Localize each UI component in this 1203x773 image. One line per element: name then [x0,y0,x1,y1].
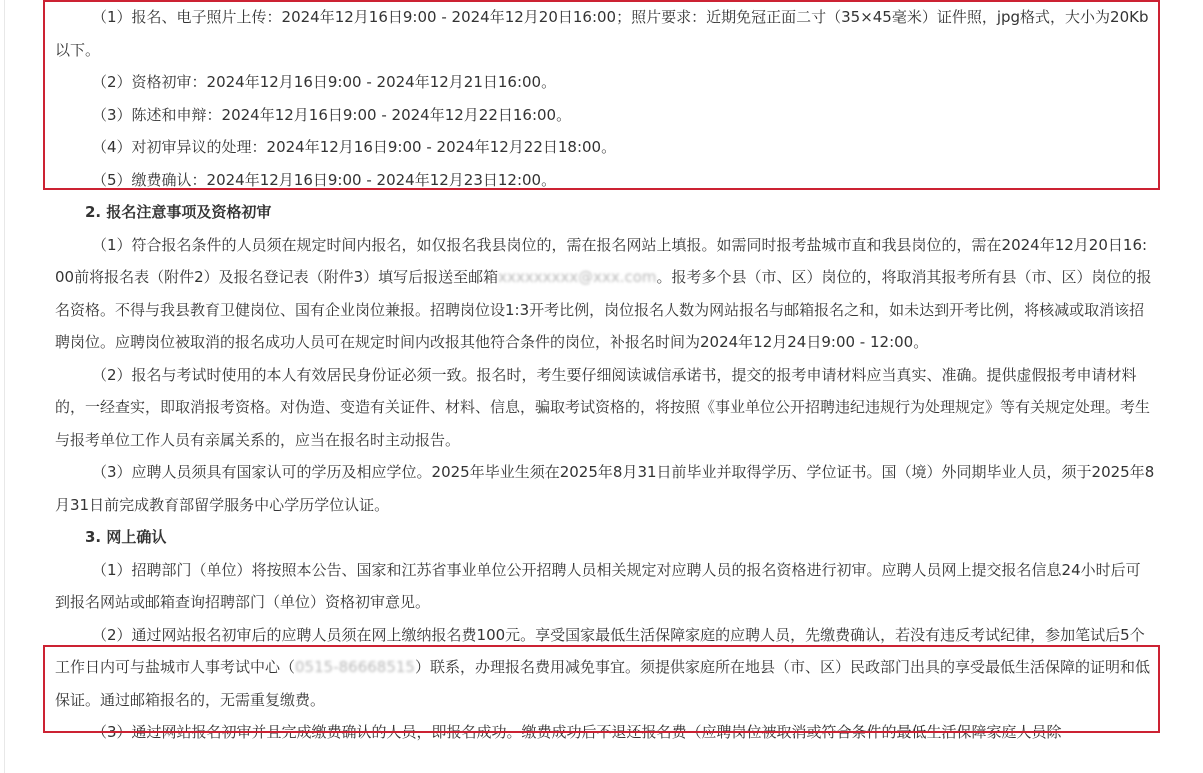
timeline-item-statement: （3）陈述和申辩：2024年12月16日9:00 - 2024年12月22日16:00。 [92,105,572,124]
left-divider-line [4,0,5,773]
timeline-item-registration: （1）报名、电子照片上传：2024年12月16日9:00 - 2024年12月20日16:00；照片要求：近期免冠正面二寸（35×45毫米）证件照，jpg格式，大小为20Kb以下。 [55,8,1149,59]
timeline-item-initial-review: （2）资格初审：2024年12月16日9:00 - 2024年12月21日16:00。 [92,73,557,91]
timeline-item-objection: （4）对初审异议的处理：2024年12月16日9:00 - 2024年12月22日18:00。 [92,138,617,156]
paragraph-qualification-review: （1）招聘部门（单位）将按照本公告、国家和江苏省事业单位公开招聘人员相关规定对应聘人员的报名资格进行初审。应聘人员网上提交报名信息24小时后可到报名网站或邮箱查询招聘部门（单位）资格初审意见。 [55,560,1141,611]
paragraph-text: ）联系，办理报名费用减免事宜。须提供家庭所在地县（市、区）民政部门出具的享受最低生活保障的证明和低保证。通过邮箱报名的，无需重复缴费。 [55,658,1150,709]
paragraph-text: 。报考多个县（市、区）岗位的，将取消其报考所有县（市、区）岗位的报名资格。不得与我县教育卫健岗位、国有企业岗位兼报。招聘岗位设1:3开考比例，岗位报名人数为网站报名与邮箱报名之和，如未达到开考比例，将核减或取消该招聘岗位。应聘岗位被取消的报名成功人员可在规定时间内改报其他符合条件的岗位，补报名时间为2024年12月24日9:00 - 12:00。 [55,268,1152,351]
paragraph-registration-success: （3）通过网站报名初审并且完成缴费确认的人员，即报名成功。缴费成功后不退还报名费（应聘岗位被取消或符合条件的最低生活保障家庭人员除 [92,723,1062,741]
masked-phone: 0515-86668515 [295,658,415,676]
section-heading-registration-notes: 2. 报名注意事项及资格初审 [85,203,272,221]
highlight-box-timeline [43,0,1160,190]
section-heading-online-confirmation: 3. 网上确认 [85,528,167,546]
paragraph-degree-requirements: （3）应聘人员须具有国家认可的学历及相应学位。2025年毕业生须在2025年8月31日前毕业并取得学历、学位证书。国（境）外同期毕业人员，须于2025年8月31日前完成教育部留学服务中心学历学位认证。 [55,463,1155,514]
paragraph-registration-requirements [55,229,1155,359]
timeline-item-payment: （5）缴费确认：2024年12月16日9:00 - 2024年12月23日12:00。 [92,170,557,189]
highlight-box-fee-payment [43,645,1160,733]
paragraph-text: （1）符合报名条件的人员须在规定时间内报名，如仅报名我县岗位的，需在报名网站上填报。如需同时报考盐城市直和我县岗位的，需在2024年12月20日16:00前将报名表（附件2）及报名登记表（附件3）填写后报送至邮箱 [55,235,1148,286]
paragraph-text: （2）通过网站报名初审后的应聘人员须在网上缴纳报名费100元。享受国家最低生活保障家庭的应聘人员，先缴费确认，若没有违反考试纪律，参加笔试后5个工作日内可与盐城市人事考试中心（ [55,625,1145,676]
paragraph-id-consistency: （2）报名与考试时使用的本人有效居民身份证必须一致。报名时，考生要仔细阅读诚信承诺书，提交的报考申请材料应当真实、准确。提供虚假报考申请材料的，一经查实，即取消报考资格。对伪造、变造有关证件、材料、信息，骗取考试资格的，将按照《事业单位公开招聘违纪违规行为处理规定》等有关规定处理。考生与报考单位工作人员有亲属关系的，应当在报名时主动报告。 [55,365,1151,449]
masked-email: xxxxxxxxx@xxx.com [498,268,657,286]
